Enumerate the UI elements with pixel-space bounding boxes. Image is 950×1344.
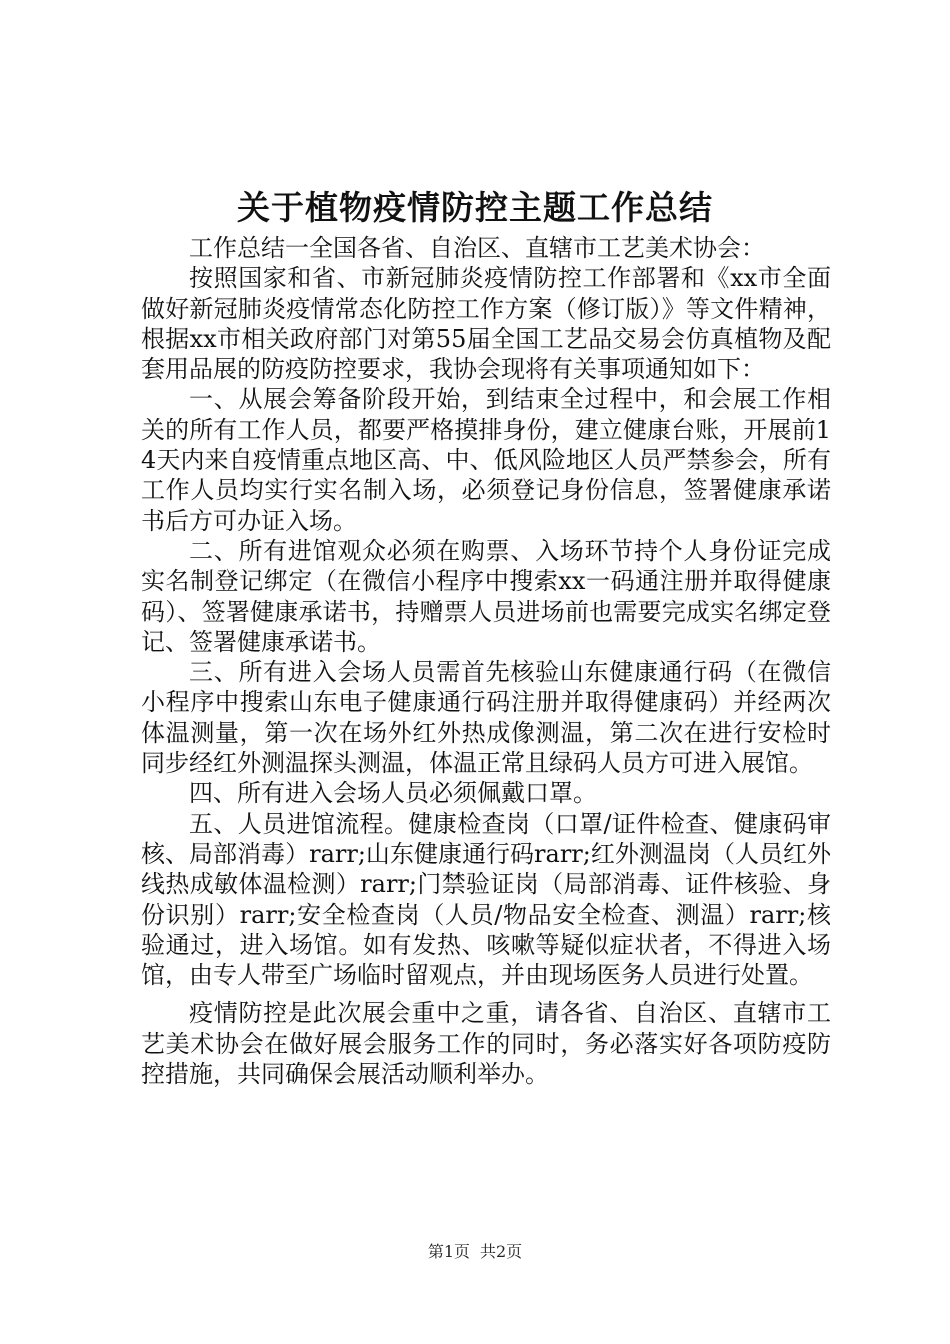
paragraph-item-2: 二、所有进馆观众必须在购票、入场环节持个人身份证完成实名制登记绑定（在微信小程序中搜索xx一码通注册并取得健康码）、签署健康承诺书，持赠票人员进场前也需要完成实名绑定登记、签署健康承诺书。 [141, 536, 831, 656]
document-title: 关于植物疫情防控主题工作总结 [237, 188, 713, 227]
paragraph-item-3: 三、所有进入会场人员需首先核验山东健康通行码（在微信小程序中搜索山东电子健康通行码注册并取得健康码）并经两次体温测量，第一次在场外红外热成像测温，第二次在进行安检时同步经红外测温探头测温，体温正常且绿码人员方可进入展馆。 [141, 658, 831, 778]
paragraph-item-4: 四、所有进入会场人员必须佩戴口罩。 [189, 779, 597, 808]
paragraph-item-5: 五、人员进馆流程。健康检查岗（口罩/证件检查、健康码审核、局部消毒）rarr;山东健康通行码rarr;红外测温岗（人员红外线热成敏体温检测）rarr;门禁验证岗（局部消毒、证件核验、身份识别）rarr;安全检查岗（人员/物品安全检查、测温）rarr;核验通过，进入场馆。如有发热、咳嗽等疑似症状者，不得进入场馆，由专人带至广场临时留观点，并由现场医务人员进行处置。 [141, 809, 831, 990]
page-number: 第1页 [427, 1242, 470, 1261]
paragraph-closing: 疫情防控是此次展会重中之重，请各省、自治区、直辖市工艺美术协会在做好展会服务工作的同时，务必落实好各项防疫防控措施，共同确保会展活动顺利举办。 [141, 999, 831, 1089]
paragraph-intro: 按照国家和省、市新冠肺炎疫情防控工作部署和《xx市全面做好新冠肺炎疫情常态化防控工作方案（修订版）》等文件精神，根据xx市相关政府部门对第55届全国工艺品交易会仿真植物及配套用品展的防疫防控要求，我协会现将有关事项通知如下： [141, 264, 831, 384]
page-total: 共2页 [480, 1242, 523, 1261]
page-footer [0, 1241, 950, 1263]
paragraph-salutation: 工作总结一全国各省、自治区、直辖市工艺美术协会： [189, 234, 765, 262]
paragraph-item-1: 一、从展会筹备阶段开始，到结束全过程中，和会展工作相关的所有工作人员，都要严格摸排身份，建立健康台账，开展前14天内来自疫情重点地区高、中、低风险地区人员严禁参会，所有工作人员均实行实名制入场，必须登记身份信息，签署健康承诺书后方可办证入场。 [141, 385, 831, 535]
document-body [141, 233, 831, 1089]
